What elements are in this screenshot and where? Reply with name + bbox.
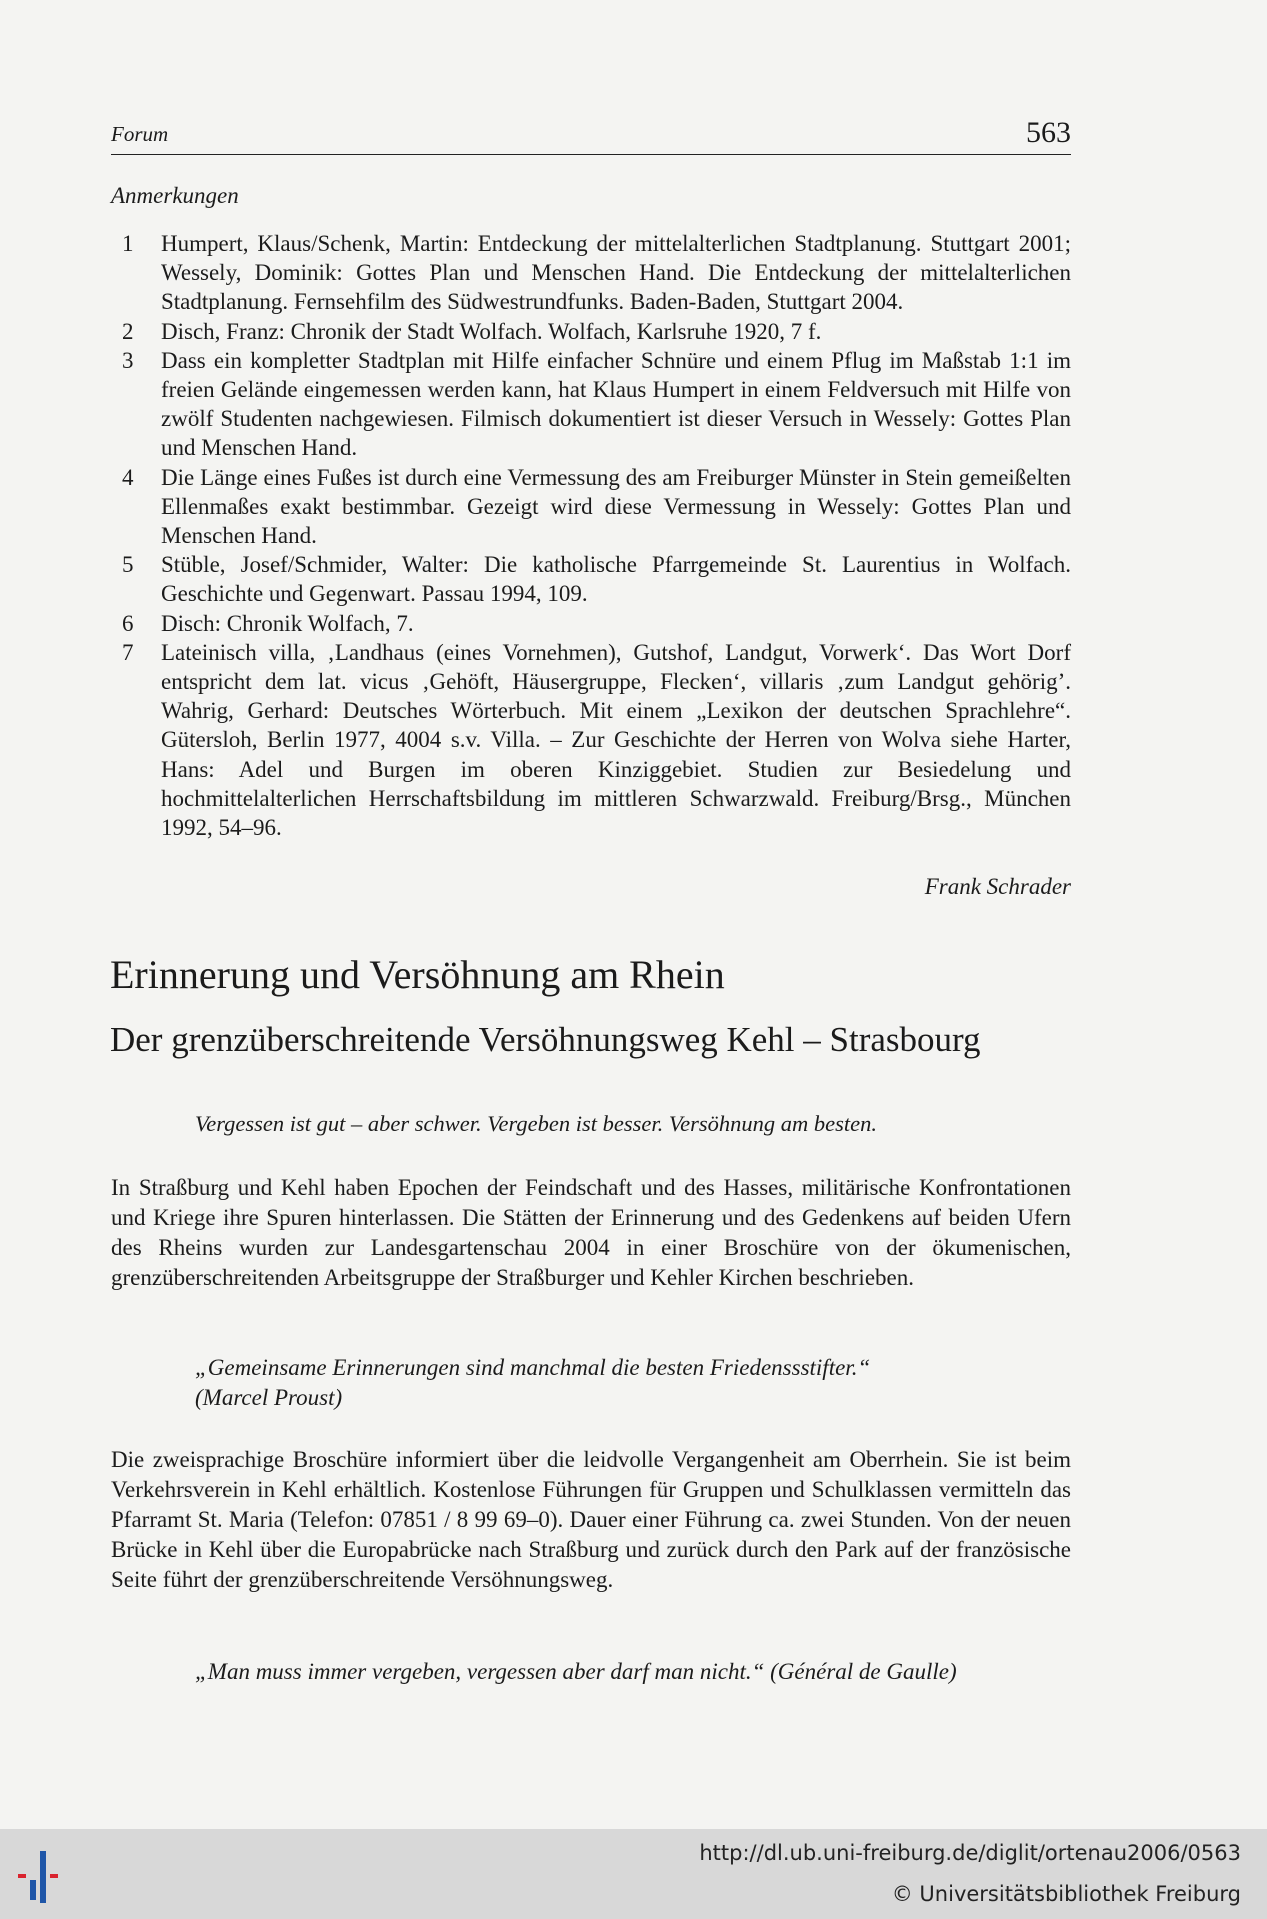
proust-quote xyxy=(195,1353,870,1413)
note-number: 6 xyxy=(122,610,134,636)
de-gaulle-quote: „Man muss immer vergeben, vergessen aber darf man nicht.“ (Général de Gaulle) xyxy=(195,1659,957,1684)
note-text: Die Länge eines Fußes ist durch eine Vermessung des am Freiburger Münster in Stein gemeißelten Ellenmaßes exakt bestimmbar. Gezeigt wird diese Vermessung in Wessely: Gottes Plan und Menschen Hand. xyxy=(161,464,1071,549)
note-number: 7 xyxy=(122,639,134,665)
copyright-notice: © Universitätsbibliothek Freiburg xyxy=(891,1882,1241,1906)
quote-text: „Gemeinsame Erinnerungen sind manchmal die besten Friedenssstifter.“ xyxy=(195,1355,871,1380)
notes-author: Frank Schrader xyxy=(924,874,1071,899)
notes-list xyxy=(111,229,1071,842)
note-number: 1 xyxy=(122,231,134,256)
body-paragraph-1: In Straßburg und Kehl haben Epochen der Feindschaft und des Hasses, militärische Konfrontationen und Kriege ihre Spuren hinterlassen. Die Stätten der Erinnerung und des Gedenkens auf beiden Ufern des Rheins wurden zur Landesgartenschau 2004 in einer Broschüre von der ökumenischen, grenzüberschreitenden Arbeitsgruppe der Straßburger und Kehler Kirchen beschrieben. xyxy=(111,1175,1071,1290)
permalink-url[interactable]: http://dl.ub.uni-freiburg.de/diglit/ortenau2006/0563 xyxy=(699,1841,1241,1865)
note-number: 3 xyxy=(122,347,134,373)
epigraph: Vergessen ist gut – aber schwer. Vergeben ist besser. Versöhnung am besten. xyxy=(195,1111,878,1136)
page-number: 563 xyxy=(1026,116,1071,149)
note-text: Stüble, Josef/Schmider, Walter: Die katholische Pfarrgemeinde St. Laurentius in Wolfach. Geschichte und Gegenwart. Passau 1994, 109. xyxy=(161,552,1071,607)
note-number: 2 xyxy=(122,318,134,344)
note-item xyxy=(111,346,1071,463)
note-item xyxy=(111,609,1071,638)
quote-source: (Marcel Proust) xyxy=(195,1385,343,1410)
note-text: Dass ein kompletter Stadtplan mit Hilfe einfacher Schnüre und einem Pflug im Maßstab 1:1 im freien Gelände eingemessen werden kann, hat Klaus Humpert in einem Feldversuch mit Hilfe von zwölf Studenten nachgewiesen. Filmisch dokumentiert ist dieser Versuch in Wessely: Gottes Plan und Menschen Hand. xyxy=(161,347,1071,461)
body-paragraph-2: Die zweisprachige Broschüre informiert über die leidvolle Vergangenheit am Oberrhein. Sie ist beim Verkehrsverein in Kehl erhältlich. Kostenlose Führungen für Gruppen und Schulklassen vermitteln das Pfarramt St. Maria (Telefon: 07851 / 8 99 69–0). Dauer einer Führung ca. zwei Stunden. Von der neuen Brücke in Kehl über die Europabrücke nach Straßburg und zurück durch den Park auf der französische Seite führt der grenzüberschreitende Versöhnungsweg. xyxy=(111,1447,1071,1592)
article-title: Erinnerung und Versöhnung am Rhein xyxy=(110,952,725,997)
note-number: 4 xyxy=(122,464,134,490)
note-item xyxy=(111,638,1071,842)
ub-freiburg-logo-icon xyxy=(16,1843,80,1907)
note-text: Lateinisch villa, ‚Landhaus (eines Vornehmen), Gutshof, Landgut, Vorwerk‘. Das Wort Dorf entspricht dem lat. vicus ‚Gehöft, Häusergruppe, Flecken‘, villaris ‚zum Landgut gehörig’. Wahrig, Gerhard: Deutsches Wörterbuch. Mit einem „Lexikon der deutschen Sprachlehre“. Gütersloh, Berlin 1977, 4004 s.v. Villa. – Zur Geschichte der Herren von Wolva siehe Harter, Hans: Adel und Burgen im oberen Kinziggebiet. Studien zur Besiedelung und hochmittelalterlichen Herrschaftsbildung im mittleren Schwarzwald. Freiburg/Brsg., München 1992, 54–96. xyxy=(161,639,1071,841)
notes-heading: Anmerkungen xyxy=(111,183,239,208)
note-item xyxy=(111,550,1071,608)
note-item xyxy=(111,317,1071,346)
note-text: Humpert, Klaus/Schenk, Martin: Entdeckung der mittelalterlichen Stadtplanung. Stuttgart 2001; Wessely, Dominik: Gottes Plan und Menschen Hand. Die Entdeckung der mittelalterlichen Stadtplanung. Fernsehfilm des Südwestrundfunks. Baden-Baden, Stuttgart 2004. xyxy=(161,231,1071,315)
article-subtitle: Der grenzüberschreitende Versöhnungsweg Kehl – Strasbourg xyxy=(110,1020,981,1059)
note-number: 5 xyxy=(122,552,134,578)
note-item xyxy=(111,463,1071,551)
note-text: Disch, Franz: Chronik der Stadt Wolfach. Wolfach, Karlsruhe 1920, 7 f. xyxy=(161,318,822,344)
note-item xyxy=(111,229,1071,317)
section-title: Forum xyxy=(111,122,169,146)
running-head xyxy=(111,116,1071,155)
note-text: Disch: Chronik Wolfach, 7. xyxy=(161,610,414,636)
